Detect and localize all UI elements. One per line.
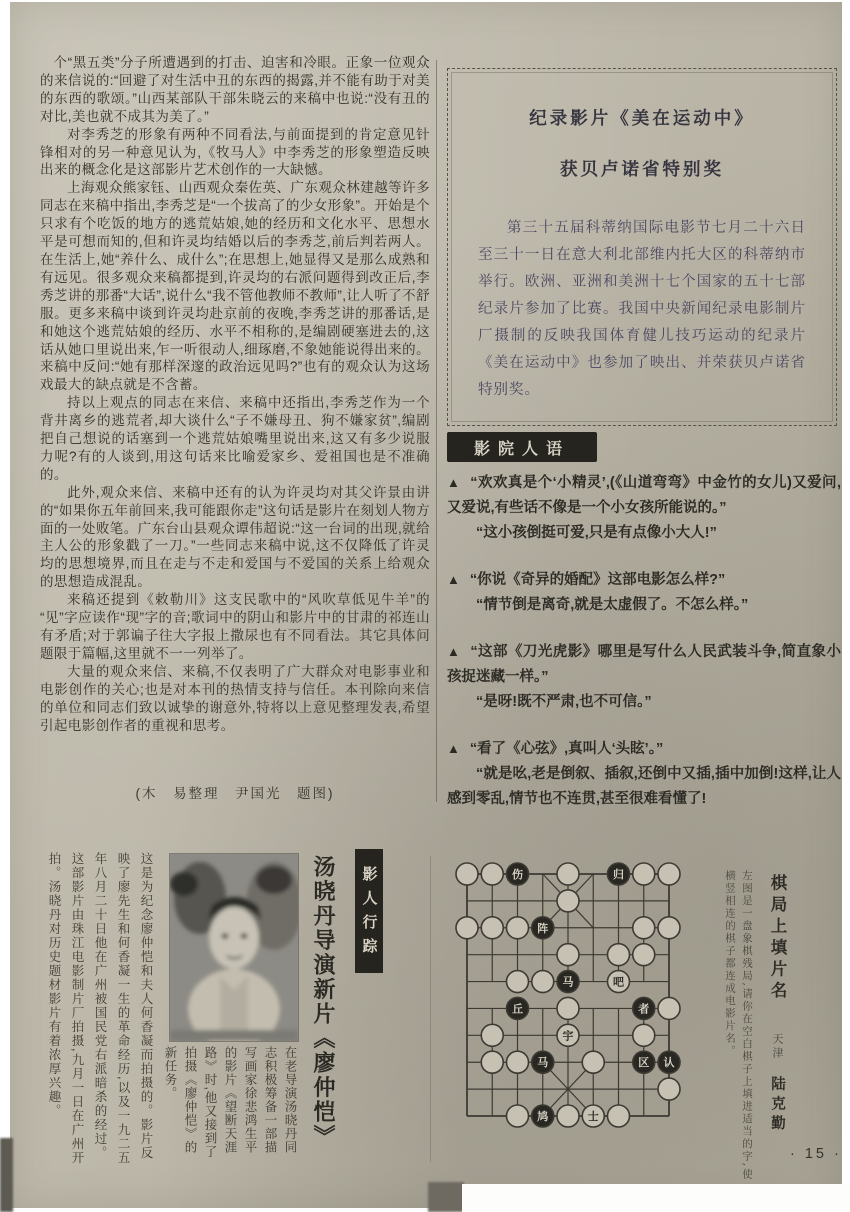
chess-piece-blank: [633, 1024, 655, 1046]
chess-piece-blank: [532, 971, 554, 993]
triangle-bullet-icon: ▲: [447, 572, 460, 587]
chess-board-svg: [452, 859, 684, 1131]
article-paragraph: 来稿还提到《敕勒川》这支民歌中的“风吹草低见牛羊”的“见”字应读作“现”字的音;歌词中的阴山和影片中的甘肃的祁连山有矛盾;对于郭谝子往大字报上撒尿也有不同看法。其它具体问题限于篇幅,这里就不一一列举了。: [40, 592, 430, 661]
chess-piece-char: 吧: [613, 975, 624, 989]
chess-piece-blank: [557, 997, 579, 1019]
chess-piece: [557, 1024, 579, 1046]
chess-piece-char: 者: [638, 1002, 650, 1016]
chess-piece: [507, 997, 529, 1019]
award-title-line2: 获贝卢诺省特别奖: [560, 159, 724, 179]
chess-piece-blank: [658, 1078, 680, 1100]
chess-puzzle-title-column: [757, 874, 789, 1174]
chess-piece-blank: [633, 917, 655, 939]
chess-piece-char: 马: [537, 1056, 549, 1070]
column-rule-bottom: [430, 856, 431, 1162]
director-photo-image: [170, 854, 298, 1041]
chess-puzzle-title: 棋局上填片名: [768, 874, 786, 1003]
award-announcement-box: [447, 68, 837, 426]
chess-piece: [532, 917, 554, 939]
award-body-text: 第三十五届科蒂纳国际电影节七月二十六日至三十一日在意大利北部维内托大区的科蒂纳市举行。欧洲、亚洲和美洲十七个国家的五十七部纪录片参加了比赛。我国中央新闻纪录电影制片厂摄制的反映我国体育健儿技巧运动的纪录片《美在运动中》也参加了映出、并荣获贝卢诺省特别奖。: [478, 220, 806, 398]
chess-piece-blank: [582, 1051, 604, 1073]
chess-piece-blank: [633, 944, 655, 966]
article-paragraph: 此外,观众来信、来稿中还有的认为许灵均对其父许景由讲的“如果你五年前回来,我可能跟你走”这句话是影片在刻划人物方面的一处败笔。广东台山县观众谭伟超说:“这一台词的出现,就给主人公的形象戳了一刀。”一些同志来稿中说,这不仅降低了许灵均的思想境界,而且在走与不走和爱国与不爱国的关系上给观众的思想造成混乱。: [40, 484, 430, 590]
voice-item: [447, 736, 841, 812]
cinema-voices-list: [447, 470, 841, 833]
chess-piece-char: 伤: [512, 868, 523, 881]
chess-piece-char: 鸠: [537, 1110, 549, 1123]
chess-piece-char: 阵: [537, 921, 549, 935]
chess-piece-blank: [557, 863, 579, 885]
main-article-paragraphs: [40, 54, 430, 734]
award-title-line1: 纪录影片《美在运动中》: [529, 108, 755, 128]
chess-piece-blank: [507, 1105, 529, 1127]
article-paragraph: 大量的观众来信、来稿,不仅表明了广大群众对电影事业和电影创作的关心;也是对本刊的热情支持与信任。本刊除向来信的单位和同志们致以诚挚的谢意外,特将以上意见整理发表,希望引起电影创作者的重视和思考。: [40, 663, 430, 733]
chess-piece-blank: [557, 944, 579, 966]
cinema-voices-label: 影院人语: [447, 432, 597, 462]
chess-piece-blank: [481, 1051, 503, 1073]
chess-piece-char: 士: [587, 1110, 599, 1123]
scan-cutout: [462, 1184, 850, 1212]
chess-piece: [532, 1105, 554, 1127]
chess-piece: [608, 971, 630, 993]
voice-answer: “这小孩倒挺可爱,只是有点像小大人!”: [476, 525, 717, 541]
chess-piece-blank: [658, 997, 680, 1019]
chess-piece-char: 马: [562, 975, 574, 989]
triangle-bullet-icon: ▲: [447, 741, 460, 756]
director-photo: [170, 854, 298, 1041]
chess-piece-char: 区: [638, 1056, 650, 1070]
voice-item: [447, 470, 841, 546]
chess-piece-blank: [608, 1105, 630, 1127]
page-number: · 15 ·: [790, 1146, 842, 1162]
chess-puzzle-author-location: 天津: [771, 1033, 783, 1062]
triangle-bullet-icon: ▲: [447, 644, 461, 659]
article-paragraph: 对李秀芝的形象有两种不同看法,与前面提到的肯定意见针锋相对的另一种意见认为,《牧马人》中李秀芝的形象塑造反映出来的概念化是这部影片艺术创作的一大缺憾。: [40, 126, 430, 178]
voice-question: ▲ “欢欢真是个‘小精灵’,(《山道弯弯》中金竹的女儿)又爱问,又爱说,有些话不像是一个小女孩所能说的。”: [447, 475, 841, 516]
chess-piece-blank: [658, 863, 680, 885]
voice-item: [447, 567, 841, 618]
chess-piece-blank: [456, 917, 478, 939]
article-paragraph: 上海观众熊家钰、山西观众秦佐英、广东观众林建越等许多同志在来稿中指出,李秀芝是“一个拔高了的少女形象”。开始是个只求有个吃饭的地方的逃荒姑娘,她的经历和文化水平、思想水平是可想而知的,但和许灵均结婚以后的李秀芝,前后判若两人。在生活上,她“养什么、成什么”;在思想上,她显得又是那么成熟和有远见。很多观众来稿都提到,许灵均的右派问题得到改正后,李秀芝讲的那番“大话”,说什么“我不管他教师不教师”,让人听了不舒服。更多来稿中谈到许灵均赴京前的夜晚,李秀芝讲的那番话,是和她这个逃荒姑娘的经历、水平不相称的,是编剧硬塞进去的,这话从她口里说出来,乍一听很动人,细琢磨,不象她能说得出来的。来稿中反问:“她有那样深邃的政治远见吗?”也有的观众认为这场戏最大的缺点就是不含蓄。: [40, 180, 430, 393]
voice-item: [447, 639, 841, 715]
chess-piece-char: 丘: [512, 1002, 523, 1016]
chess-piece-blank: [507, 917, 529, 939]
chess-piece-blank: [507, 971, 529, 993]
chess-piece-blank: [507, 1051, 529, 1073]
scan-smudge: [428, 1182, 464, 1212]
chess-puzzle-instruction: 左图是一盘象棋残局,请你在空白棋子上填进适当的字,使横竖相连的棋子都连成电影片名。: [724, 870, 753, 1181]
chess-piece: [633, 1051, 655, 1073]
chess-piece: [608, 863, 630, 885]
director-article-intro: 在老导演汤晓丹同志积极筹备一部描写画家徐悲鸿生平的影片《望断天涯路》时,他又接到了拍摄《廖仲恺》的新任务。: [163, 1046, 297, 1159]
chess-piece-char: 归: [613, 868, 624, 881]
voice-answer: “情节倒是离奇,就是太虚假了。不怎么样。”: [476, 597, 749, 613]
article-paragraph: 持以上观点的同志在来信、来稿中还指出,李秀芝作为一个背井离乡的逃荒者,却大谈什么“子不嫌母丑、狗不嫌家贫”,编剧把自己想说的话塞到一个逃荒姑娘嘴里说出来,这又有多少说服力呢?有的人谈到,用这句话来比喻爱家乡、爱祖国也是不准确的。: [40, 395, 430, 482]
column-rule: [436, 60, 437, 802]
voice-question: ▲ “看了《心弦》,真叫人‘头眩’。”: [447, 741, 664, 757]
director-article-body: 这是为纪念廖仲恺和夫人何香凝而拍摄的。影片反映了廖先生和何香凝一生的革命经历,以及一九二五年八月二十日他在广州被国民党右派暗杀的经过。这部影片由珠江电影制片厂拍摄,九月一日在广州开拍。汤晓丹对历史题材影片有着浓厚兴趣。: [47, 852, 153, 1165]
chess-piece: [582, 1105, 604, 1127]
chess-piece: [507, 863, 529, 885]
director-column-banner: 影人行踪: [355, 849, 383, 973]
scan-corner-shadow: [0, 1138, 13, 1212]
chess-piece-blank: [481, 1024, 503, 1046]
chess-piece-char: 宇: [562, 1029, 574, 1043]
chess-piece-blank: [557, 1105, 579, 1127]
chess-piece-blank: [658, 917, 680, 939]
chess-piece: [633, 997, 655, 1019]
chess-puzzle-author-name: 陆克勤: [769, 1075, 785, 1135]
chess-piece: [532, 1051, 554, 1073]
chess-piece-blank: [456, 863, 478, 885]
chess-piece-blank: [557, 890, 579, 912]
chess-piece-blank: [633, 863, 655, 885]
voice-question: ▲ “你说《奇异的婚配》这部电影怎么样?”: [447, 572, 726, 588]
director-article-headline: 汤晓丹导演新片《廖仲恺》: [311, 855, 336, 1149]
triangle-bullet-icon: ▲: [447, 475, 461, 490]
chess-piece-char: 认: [663, 1056, 675, 1070]
article-paragraph: 个“黑五类”分子所遭遇到的打击、迫害和冷眼。正象一位观众的来信说的:“回避了对生活中丑的东西的揭露,并不能有助于对美的东西的歌颂。”山西某部队干部朱晓云的来稿中也说:“没有丑的对比,美也就不成其为美了。”: [40, 55, 430, 124]
chess-piece: [557, 971, 579, 993]
voice-question: ▲ “这部《刀光虎影》哪里是写什么人民武装斗争,简直象小孩捉迷藏一样。”: [447, 644, 841, 685]
voice-answer: “是呀!既不严肃,也不可信。”: [476, 694, 652, 710]
chess-piece-blank: [481, 917, 503, 939]
chess-piece: [658, 1051, 680, 1073]
magazine-page-paper: [10, 2, 842, 1208]
chess-piece-blank: [481, 863, 503, 885]
voice-answer: “就是吆,老是倒叙、插叙,还倒中又插,插中加倒!这样,让人感到零乱,情节也不连贯,甚至很难看懂了!: [447, 766, 841, 807]
article-byline: (木 易整理 尹国光 题图): [135, 786, 335, 801]
chess-piece-blank: [608, 944, 630, 966]
